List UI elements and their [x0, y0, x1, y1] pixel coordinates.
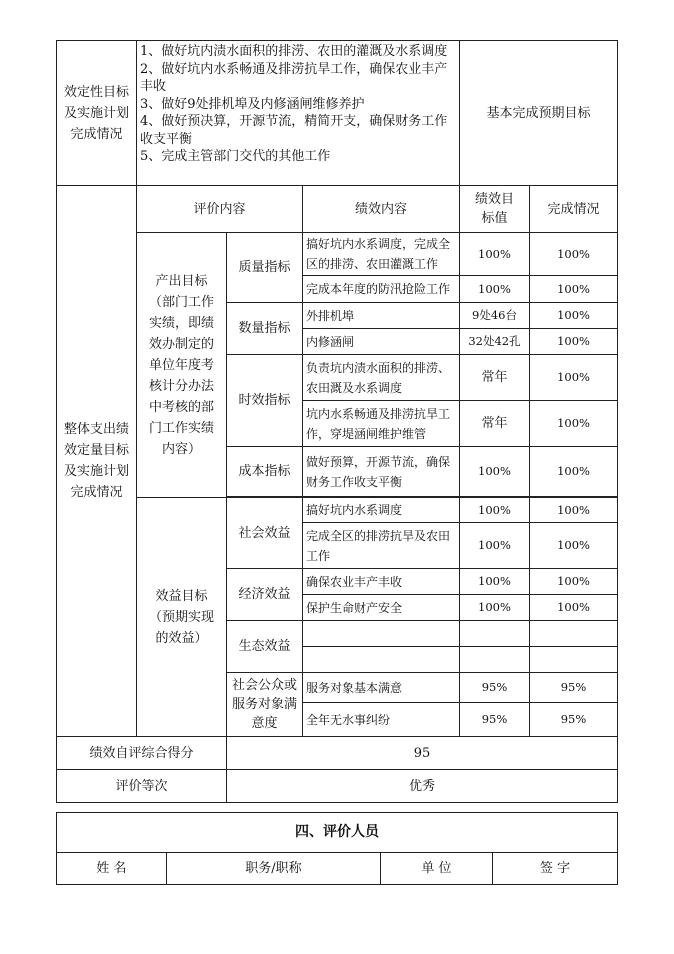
- perf-text: 全年无水事纠纷: [303, 703, 460, 737]
- perf-text: 完成全区的排涝抗旱及农田工作: [303, 523, 460, 569]
- done-value: 100%: [530, 276, 618, 303]
- target-value: 9处46台: [460, 303, 530, 329]
- effect-item: 4、做好预决算，开源节流，精简开支，确保财务工作收支平衡: [140, 114, 448, 147]
- header-perf: 绩效内容: [303, 186, 460, 233]
- target-value: 100%: [460, 233, 530, 276]
- effect-item: 5、完成主管部门交代的其他工作: [140, 149, 331, 164]
- target-value: 常年: [460, 401, 530, 447]
- target-value: 100%: [460, 276, 530, 303]
- perf-text: 服务对象基本满意: [303, 673, 460, 703]
- done-value: 95%: [530, 673, 618, 703]
- target-value-empty: [460, 647, 530, 673]
- overall-label: 整体支出绩效定量目标及实施计划完成情况: [57, 186, 137, 737]
- target-value: 32处42孔: [460, 329, 530, 355]
- done-value: 100%: [530, 523, 618, 569]
- effect-items: [137, 41, 460, 186]
- done-value: 100%: [530, 233, 618, 276]
- col-unit: 单 位: [381, 853, 493, 885]
- section4-title: 四、评价人员: [57, 813, 618, 853]
- perf-text: 完成本年度的防汛抢险工作: [303, 276, 460, 303]
- perf-text: 搞好坑内水系调度: [303, 498, 460, 523]
- target-value: 100%: [460, 595, 530, 621]
- done-value: 100%: [530, 401, 618, 447]
- target-value: 100%: [460, 498, 530, 523]
- done-value: 95%: [530, 703, 618, 737]
- effect-label: 效定性目标及实施计划完成情况: [57, 41, 137, 186]
- done-value: 100%: [530, 303, 618, 329]
- satisfaction-label: 社会公众或服务对象满意度: [227, 673, 303, 737]
- perf-text-empty: [303, 621, 460, 647]
- cost-label: 成本指标: [227, 447, 303, 497]
- done-value: 100%: [530, 569, 618, 595]
- done-value: 100%: [530, 447, 618, 497]
- header-done: 完成情况: [530, 186, 618, 233]
- score-label: 绩效自评综合得分: [57, 737, 227, 770]
- col-position: 职务/职称: [167, 853, 381, 885]
- done-value: 100%: [530, 329, 618, 355]
- done-value: 100%: [530, 498, 618, 523]
- quantity-label: 数量指标: [227, 303, 303, 355]
- benefit-label: 效益目标（预期实现的效益）: [137, 498, 227, 737]
- target-value: 100%: [460, 569, 530, 595]
- perf-text: 负责坑内渍水面积的排涝、农田溉及水系调度: [303, 355, 460, 401]
- col-name: 姓 名: [57, 853, 167, 885]
- social-label: 社会效益: [227, 498, 303, 569]
- personnel-table: [56, 812, 618, 885]
- perf-text-empty: [303, 647, 460, 673]
- effect-item: 1、做好坑内渍水面积的排涝、农田的灌溉及水系调度: [140, 44, 448, 59]
- perf-text: 做好预算，开源节流，确保财务工作收支平衡: [303, 447, 460, 497]
- target-value: 100%: [460, 447, 530, 497]
- perf-text: 保护生命财产安全: [303, 595, 460, 621]
- target-value: 100%: [460, 523, 530, 569]
- effect-item: 2、做好坑内水系畅通及排涝抗旱工作，确保农业丰产丰收: [140, 61, 448, 94]
- header-target: 绩效目标值: [460, 186, 530, 233]
- done-value-empty: [530, 621, 618, 647]
- ecology-label: 生态效益: [227, 621, 303, 673]
- perf-text: 外排机埠: [303, 303, 460, 329]
- output-label: 产出目标（部门工作实绩，即绩效办制定的单位年度考核计分办法中考核的部门工作实绩内容）: [137, 233, 227, 498]
- perf-text: 内修涵闸: [303, 329, 460, 355]
- perf-text: 坑内水系畅通及排涝抗旱工作，穿堤涵闸维护维管: [303, 401, 460, 447]
- target-value: 95%: [460, 703, 530, 737]
- quality-label: 质量指标: [227, 233, 303, 303]
- economic-label: 经济效益: [227, 569, 303, 621]
- grade-label: 评价等次: [57, 770, 227, 803]
- evaluation-table: [56, 40, 618, 803]
- perf-text: 确保农业丰产丰收: [303, 569, 460, 595]
- header-content: 评价内容: [137, 186, 303, 233]
- effect-item: 3、做好9处排机埠及内修涵闸维修养护: [140, 96, 365, 112]
- perf-text: 搞好坑内水系调度，完成全区的排涝、农田灌溉工作: [303, 233, 460, 276]
- target-value: 95%: [460, 673, 530, 703]
- done-value: 100%: [530, 595, 618, 621]
- target-value: 常年: [460, 355, 530, 401]
- effect-result: 基本完成预期目标: [460, 41, 618, 186]
- score-value: 95: [227, 737, 618, 770]
- grade-value: 优秀: [227, 770, 618, 803]
- timeliness-label: 时效指标: [227, 355, 303, 447]
- target-value-empty: [460, 621, 530, 647]
- done-value-empty: [530, 647, 618, 673]
- done-value: 100%: [530, 355, 618, 401]
- col-sign: 签 字: [493, 853, 618, 885]
